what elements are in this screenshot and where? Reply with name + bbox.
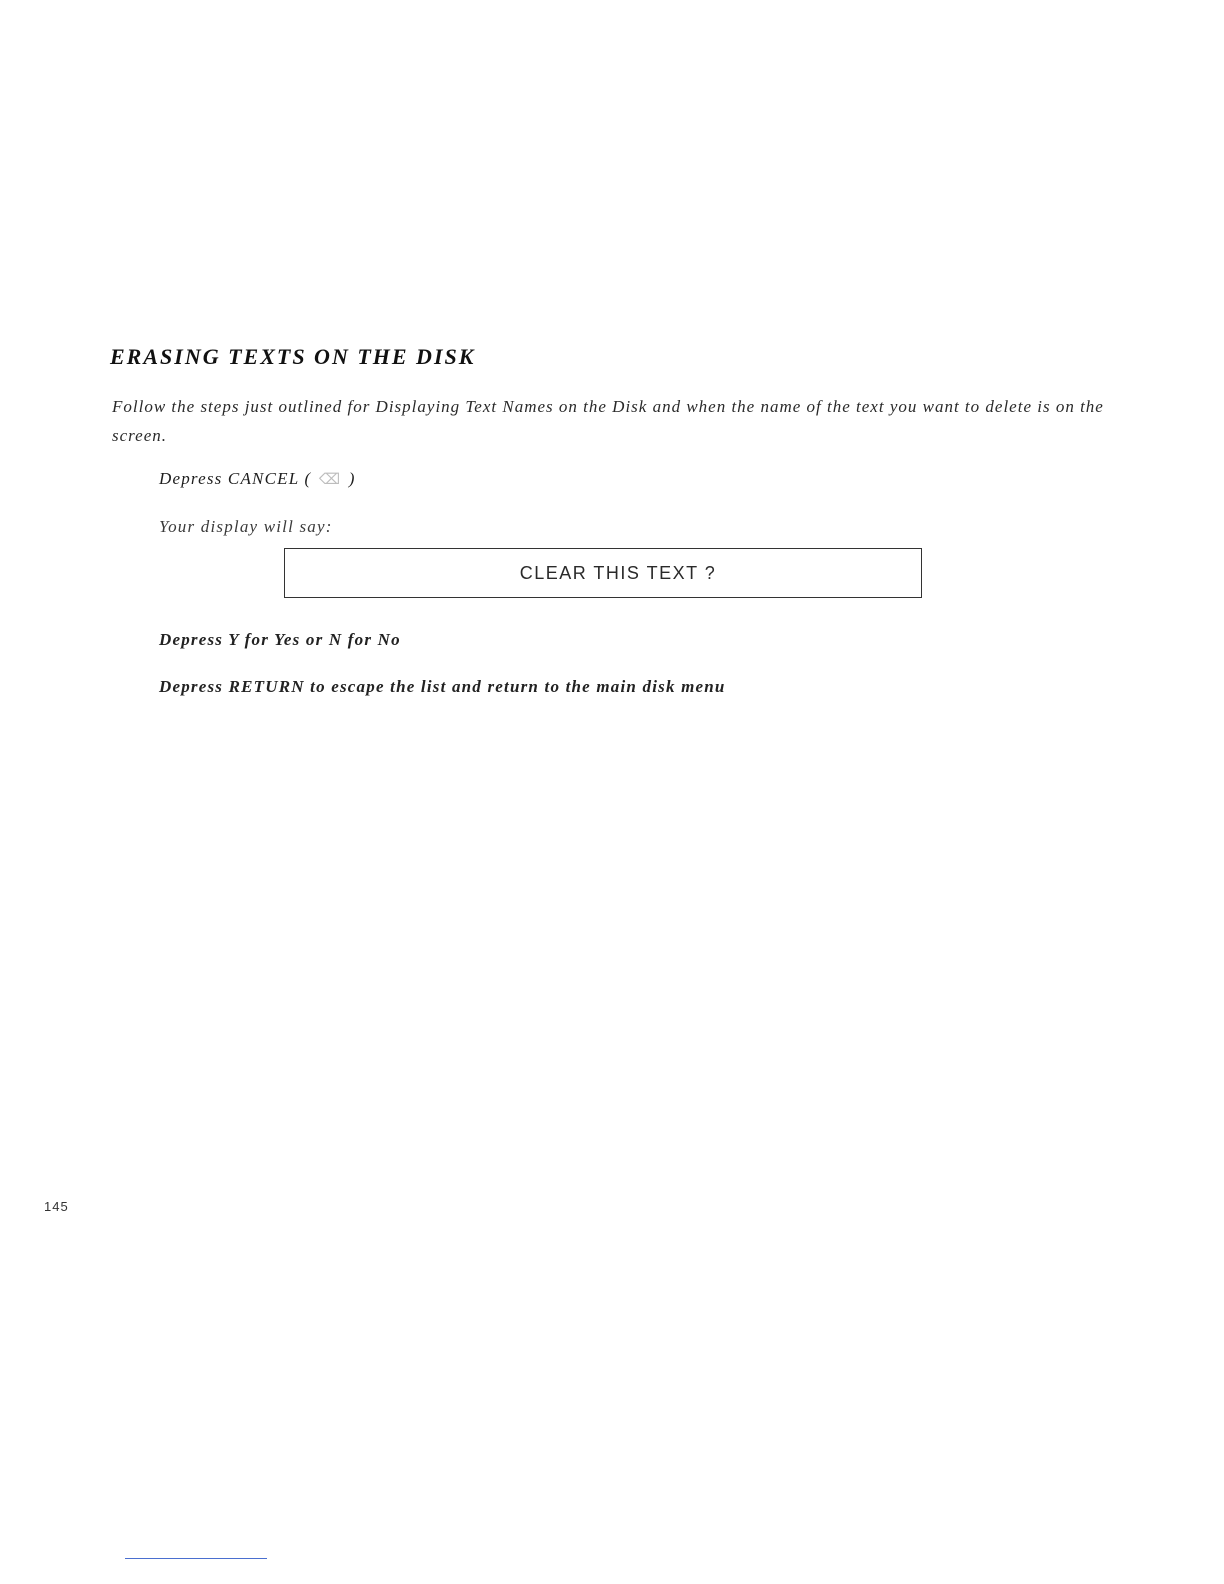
section-heading: ERASING TEXTS ON THE DISK: [110, 344, 476, 369]
step-cancel-suffix: ): [348, 469, 356, 488]
step-yes-no: Depress Y for Yes or N for No: [159, 630, 401, 649]
step-display-intro: Your display will say:: [159, 517, 333, 536]
intro-paragraph: Follow the steps just outlined for Displaying Text Names on the Disk and when the name of the text you want to delete is on the screen.: [112, 397, 1104, 445]
step-cancel-prefix: Depress CANCEL (: [159, 469, 312, 488]
step-depress-cancel: [159, 469, 356, 489]
display-readout-box: [284, 548, 922, 598]
footer-rule: [125, 1558, 267, 1559]
display-readout-text: CLEAR THIS TEXT ?: [519, 562, 717, 583]
cancel-key-icon: ⌫: [318, 472, 342, 488]
step-return: Depress RETURN to escape the list and return to the main disk menu: [159, 677, 726, 696]
page-number: 145: [44, 1199, 69, 1214]
